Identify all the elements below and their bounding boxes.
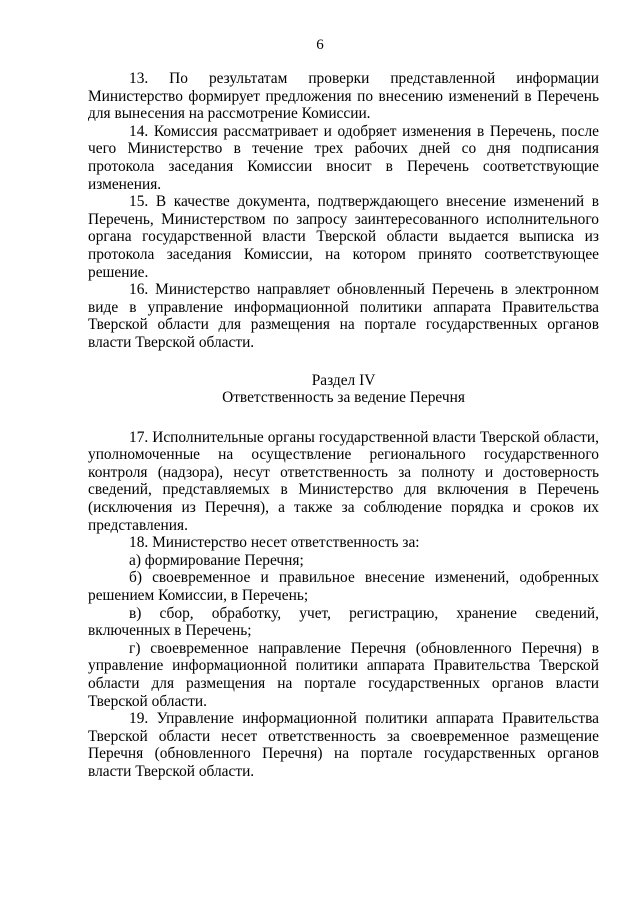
page-number: 6 [316, 37, 324, 53]
list-item-a: а) формирование Перечня; [129, 551, 304, 569]
list-item-v: в) сбор, обработку, учет, регистрацию, хранение сведений, включенных в Перечень; [88, 604, 599, 640]
list-item-b: б) своевременное и правильное внесение изменений, одобренных решением Комиссии, в Перечень; [88, 569, 599, 605]
section-title: Ответственность за ведение Перечня [222, 389, 465, 407]
list-item-g: г) своевременное направление Перечня (обновленного Перечня) в управление информационной политики аппарата Правительства Тверской области для размещения на портале государственных органов власти Тверской области. [88, 639, 599, 710]
paragraph-16: 16. Министерство направляет обновленный Перечень в электронном виде в управление информационной политики аппарата Правительства Тверской области для размещения на портале государственных органов власти Тверской области. [88, 281, 599, 351]
paragraph-19: 19. Управление информационной политики аппарата Правительства Тверской области несет ответственность за своевременное размещение Перечня (обновленного Перечня) на портале государственных органов власти Тверской области. [88, 710, 599, 780]
paragraph-14: 14. Комиссия рассматривает и одобряет изменения в Перечень, после чего Министерство в течение трех рабочих дней со дня подписания протокола заседания Комиссии вносит в Перечень соответствующие изменения. [88, 122, 599, 193]
paragraph-13: 13. По результатам проверки представленной информации Министерство формирует предложения по внесению изменений в Перечень для вынесения на рассмотрение Комиссии. [88, 70, 599, 123]
paragraph-17: 17. Исполнительные органы государственной власти Тверской области, уполномоченные на осуществление регионального государственного контроля (надзора), несут ответственность за полноту и достоверность сведений, представляемых в Министерство для включения в Перечень (исключения из Перечня), а также за соблюдение порядка и сроков их представления. [88, 428, 599, 534]
document-body [88, 70, 599, 781]
paragraph-15: 15. В качестве документа, подтверждающего внесение изменений в Перечень, Министерством по запросу заинтересованного исполнительного органа государственной власти Тверской области выдается выписка из протокола заседания Комиссии, на котором принято соответствующее решение. [88, 193, 599, 281]
paragraph-18: 18. Министерство несет ответственность за: [129, 534, 420, 552]
section-header [88, 372, 599, 407]
section-number: Раздел IV [311, 371, 376, 389]
